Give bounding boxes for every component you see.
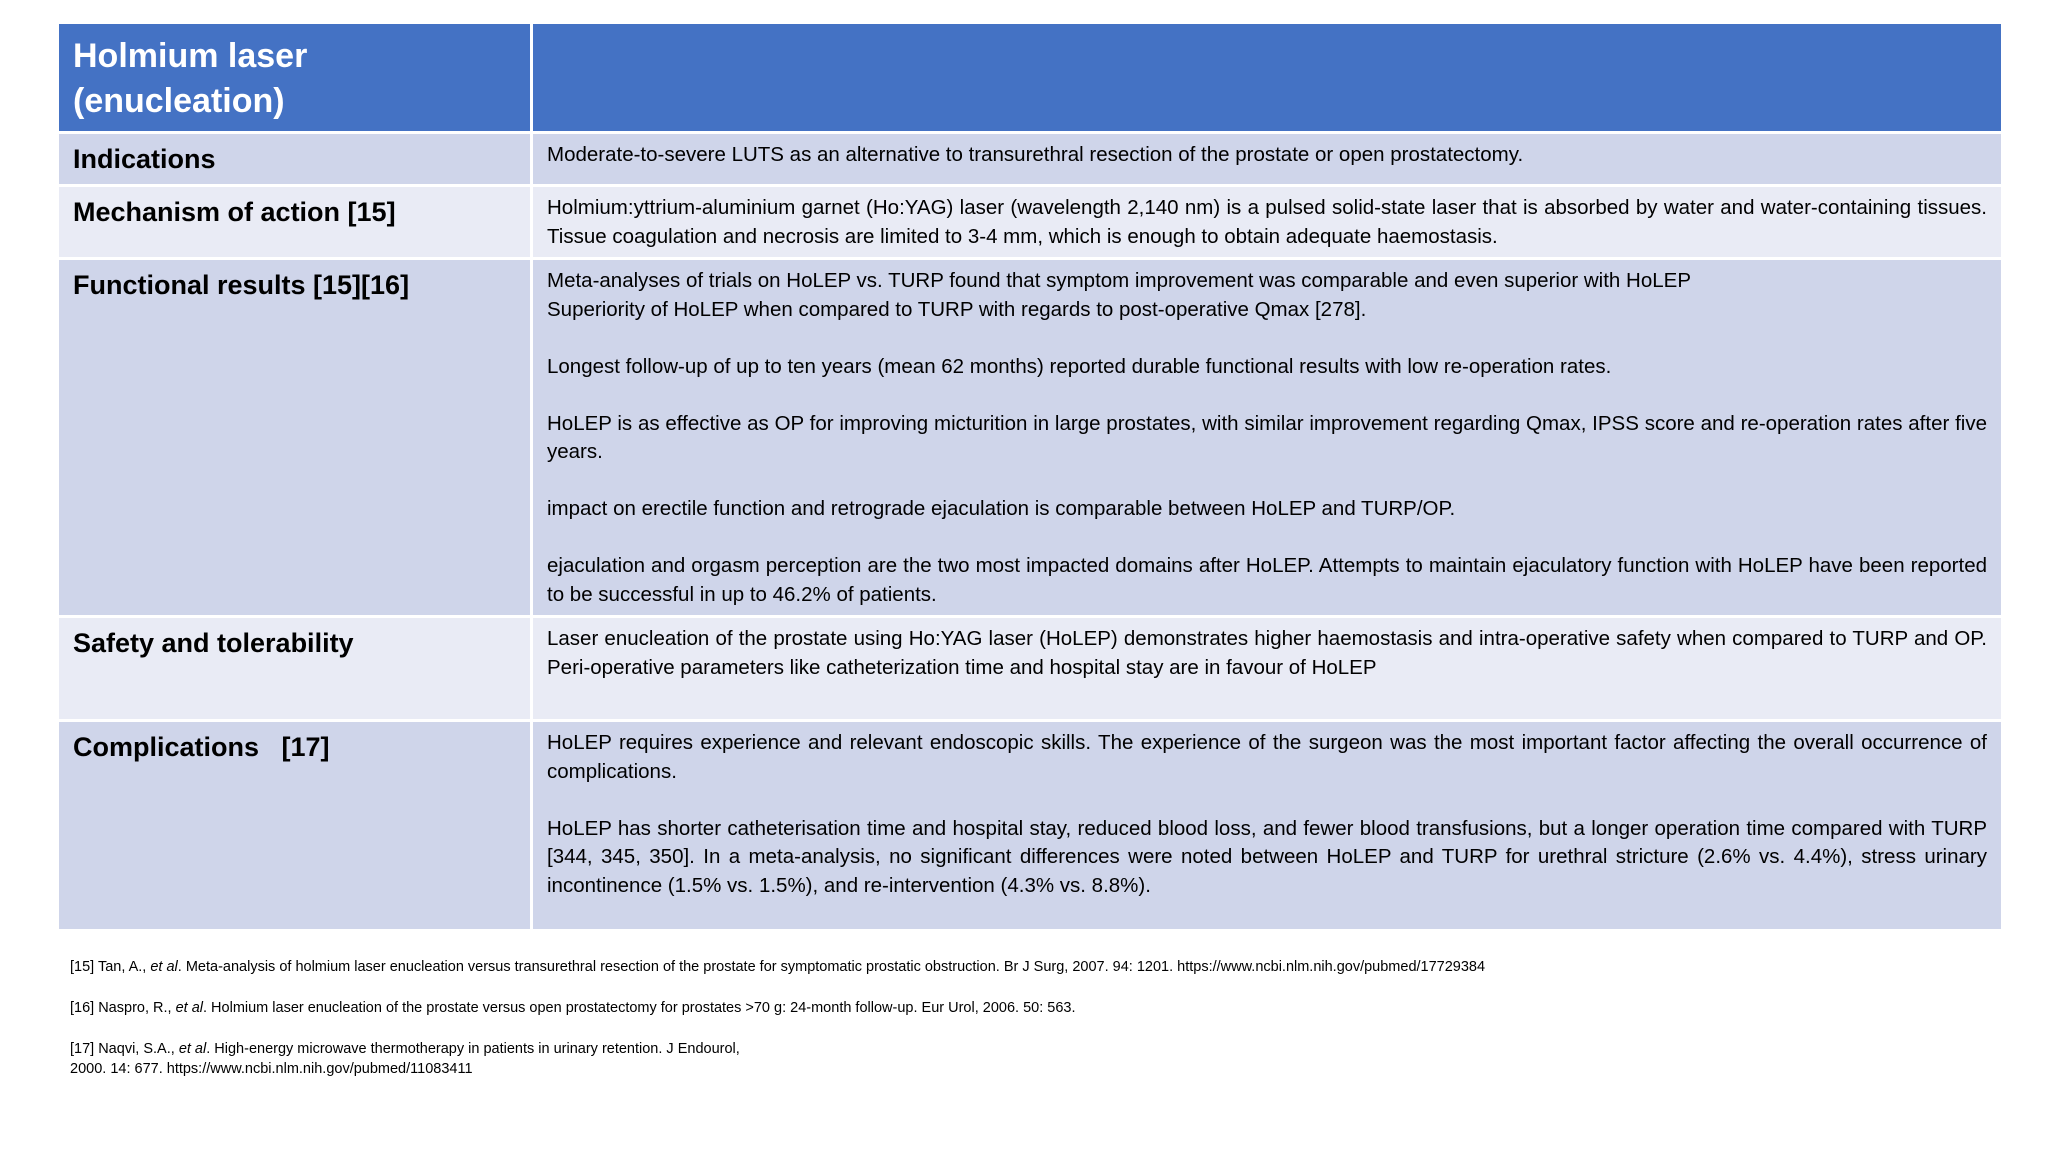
table-title <box>59 24 530 130</box>
row-label-safety: Safety and tolerability <box>73 628 354 658</box>
functional-text-2: Superiority of HoLEP when compared to TURP with regards to post-operative Qmax [278]. <box>547 297 1367 321</box>
table-row-functional-results <box>58 259 2003 617</box>
reference-17 <box>70 1039 1870 1079</box>
reference-16-etal: et al <box>175 1000 203 1016</box>
functional-text-4: HoLEP is as effective as OP for improving micturition in large prostates, with similar improvement regarding Qmax, IPSS score and re-operation rates after five years. <box>547 411 1987 463</box>
reference-17-details-line2: 2000. 14: 677. https://www.ncbi.nlm.nih.gov/pubmed/11083411 <box>70 1061 473 1077</box>
indications-text: Moderate-to-severe LUTS as an alternative to transurethral resection of the prostate or open prostatectomy. <box>547 143 1524 166</box>
row-label-complications: Complications [17] <box>73 732 330 762</box>
reference-16-details: . Holmium laser enucleation of the prostate versus open prostatectomy for prostates >70 g: 24-month follow-up. Eur Urol, 2006. 50: 563. <box>203 1000 1076 1016</box>
table-row-mechanism <box>58 186 2003 259</box>
row-label-mechanism: Mechanism of action [15] <box>73 197 396 227</box>
safety-text: Laser enucleation of the prostate using Ho:YAG laser (HoLEP) demonstrates higher haemostasis and intra-operative safety when compared to TURP and OP. Peri-operative parameters like catheterization time and hospital stay are in favour of HoLEP <box>547 627 1987 679</box>
row-content-cell <box>532 259 2003 617</box>
row-label-indications: Indications <box>73 144 216 174</box>
reference-17-authors: [17] Naqvi, S.A., <box>70 1041 179 1057</box>
reference-16-authors: [16] Naspro, R., <box>70 1000 176 1016</box>
header-empty-cell <box>532 23 2003 133</box>
table-row-indications <box>58 133 2003 186</box>
row-label-cell <box>58 133 532 186</box>
functional-text-3: Longest follow-up of up to ten years (mean 62 months) reported durable functional results with low re-operation rates. <box>547 354 1612 378</box>
row-content-cell <box>532 721 2003 931</box>
table-title-line2: (enucleation) <box>73 82 285 120</box>
complications-text-2: HoLEP has shorter catheterisation time and hospital stay, reduced blood loss, and fewer blood transfusions, but a longer operation time compared with TURP [344, 345, 350]. In a meta-analysis, no significant differences were noted between HoLEP and TURP for urethral stricture (2.6% vs. 4.4%), stress urinary incontinence (1.5% vs. 1.5%), and re-intervention (4.3% vs. 8.8%). <box>547 816 1987 897</box>
reference-17-etal: et al <box>178 1041 207 1057</box>
table-header-row <box>58 23 2003 133</box>
mechanism-text: Holmium:yttrium-aluminium garnet (Ho:YAG) laser (wavelength 2,140 nm) is a pulsed solid-state laser that is absorbed by water and water-containing tissues. Tissue coagulation and necrosis are limited to 3-4 mm, which is enough to obtain adequate haemostasis. <box>547 196 1987 248</box>
row-label-cell <box>58 186 532 259</box>
functional-text-1: Meta-analyses of trials on HoLEP vs. TURP found that symptom improvement was comparable and even superior with HoLEP <box>547 269 1691 292</box>
reference-15 <box>70 957 1870 977</box>
row-label-cell <box>58 617 532 721</box>
references <box>70 957 1870 1100</box>
header-title-cell <box>58 23 532 133</box>
row-label-functional-results: Functional results [15][16] <box>73 270 410 300</box>
reference-15-authors: [15] Tan, A., <box>70 959 151 975</box>
table-row-complications <box>58 721 2003 931</box>
reference-17-details: . High-energy microwave thermotherapy in patients in urinary retention. J Endourol, <box>206 1041 740 1057</box>
row-content-cell <box>532 133 2003 186</box>
row-content-cell <box>532 617 2003 721</box>
reference-15-details: . Meta-analysis of holmium laser enucleation versus transurethral resection of the prostate for symptomatic prostatic obstruction. Br J Surg, 2007. 94: 1201. https://www.ncbi.nlm.nih.gov/pubmed/17729384 <box>177 959 1486 975</box>
row-label-cell <box>58 721 532 931</box>
reference-16 <box>70 998 1870 1018</box>
comparison-table <box>56 21 2004 932</box>
functional-text-5: impact on erectile function and retrograde ejaculation is comparable between HoLEP and TURP/OP. <box>547 497 1456 520</box>
table-row-safety <box>58 617 2003 721</box>
reference-15-etal: et al <box>150 959 178 975</box>
functional-text-6: ejaculation and orgasm perception are the two most impacted domains after HoLEP. Attempts to maintain ejaculatory function with HoLEP have been reported to be successful in up to 46.2% of patients. <box>547 554 1987 606</box>
row-content-cell <box>532 186 2003 259</box>
table-title-line1: Holmium laser <box>73 37 308 75</box>
complications-text-1: HoLEP requires experience and relevant endoscopic skills. The experience of the surgeon was the most important factor affecting the overall occurrence of complications. <box>547 731 1987 783</box>
row-label-cell <box>58 259 532 617</box>
